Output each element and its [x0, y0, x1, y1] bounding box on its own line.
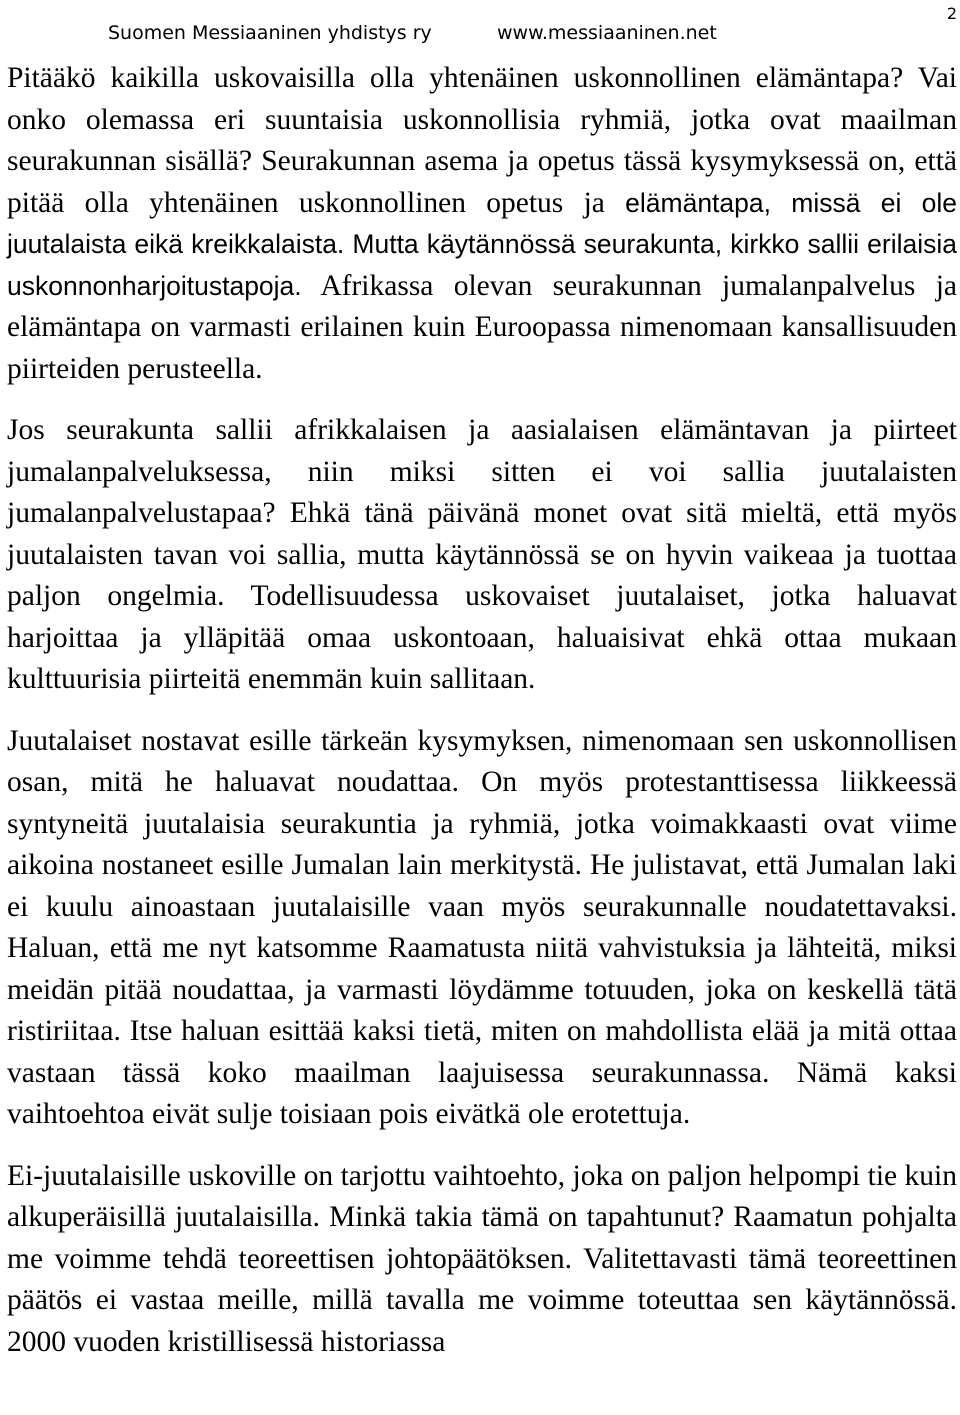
paragraph-2-text: Jos seurakunta sallii afrikkalaisen ja aasialaisen elämäntavan ja piirteet jumalanpalveluksessa, niin miksi sitten ei voi sallia juutalaisten jumalanpalvelustapaa? Ehkä tänä päivänä monet ovat sitä mieltä, että myös juutalaisten tavan voi sallia, mutta käytännössä se on hyvin vaikeaa ja tuottaa paljon ongelmia. Todellisuudessa uskovaiset juutalaiset, jotka haluavat harjoittaa ja ylläpitää omaa uskontoaan, haluaisivat ehkä ottaa mukaan kulttuurisia piirteitä enemmän kuin sallitaan. — [7, 414, 957, 695]
page-number: 2 — [946, 4, 957, 23]
page-header — [0, 4, 960, 50]
paragraph-3 — [7, 721, 957, 1136]
paragraph-2 — [7, 410, 957, 701]
paragraph-1-part-3: Afrikassa olevan seurakunnan jumalanpalvelus ja elämäntapa on varmasti erilainen kuin Euroopassa nimenomaan kansallisuuden piirteiden perusteella. — [7, 269, 957, 385]
paragraph-1-part-2: elämäntapa, missä ei ole juutalaista eikä kreikkalaista. Mutta käytännössä seurakunta, kirkko sallii erilaisia uskonnonharjoitustapoja. — [7, 187, 957, 301]
paragraph-1 — [7, 58, 957, 390]
paragraph-4 — [7, 1156, 957, 1364]
header-organization: Suomen Messiaaninen yhdistys ry — [108, 22, 432, 44]
header-website: www.messiaaninen.net — [497, 22, 717, 44]
paragraph-3-text: Juutalaiset nostavat esille tärkeän kysymyksen, nimenomaan sen uskonnollisen osan, mitä he haluavat noudattaa. On myös protestanttisessa liikkeessä syntyneitä juutalaisia seurakuntia ja ryhmiä, jotka voimakkaasti ovat viime aikoina nostaneet esille Jumalan lain merkitystä. He julistavat, että Jumalan laki ei kuulu ainoastaan juutalaisille vaan myös seurakunnalle noudatettavaksi. Haluan, että me nyt katsomme Raamatusta niitä vahvistuksia ja lähteitä, miksi meidän pitää noudattaa, ja varmasti löydämme totuuden, joka on keskellä tätä ristiriitaa. Itse haluan esittää kaksi tietä, miten on mahdollista elää ja mitä ottaa vastaan tässä koko maailman laajuisessa seurakunnassa. Nämä kaksi vaihtoehtoa eivät sulje toisiaan pois eivätkä ole erotettuja. — [7, 724, 957, 1130]
paragraph-1-part-1: Pitääkö kaikilla uskovaisilla olla yhtenäinen uskonnollinen elämäntapa? Vai onko olemassa eri suuntaisia uskonnollisia ryhmiä, jotka ovat maailman seurakunnan sisällä? Seurakunnan asema ja opetus tässä kysymyksessä on, että pitää olla yhtenäinen uskonnollinen opetus ja — [7, 62, 957, 219]
body-text — [7, 58, 957, 1383]
paragraph-4-text: Ei-juutalaisille uskoville on tarjottu vaihtoehto, joka on paljon helpompi tie kuin alkuperäisillä juutalaisilla. Minkä takia tämä on tapahtunut? Raamatun pohjalta me voimme tehdä teoreettisen johtopäätöksen. Valitettavasti tämä teoreettinen päätös ei vastaa meille, millä tavalla me voimme toteuttaa sen käytännössä. 2000 vuoden kristillisessä historiassa — [7, 1159, 957, 1358]
